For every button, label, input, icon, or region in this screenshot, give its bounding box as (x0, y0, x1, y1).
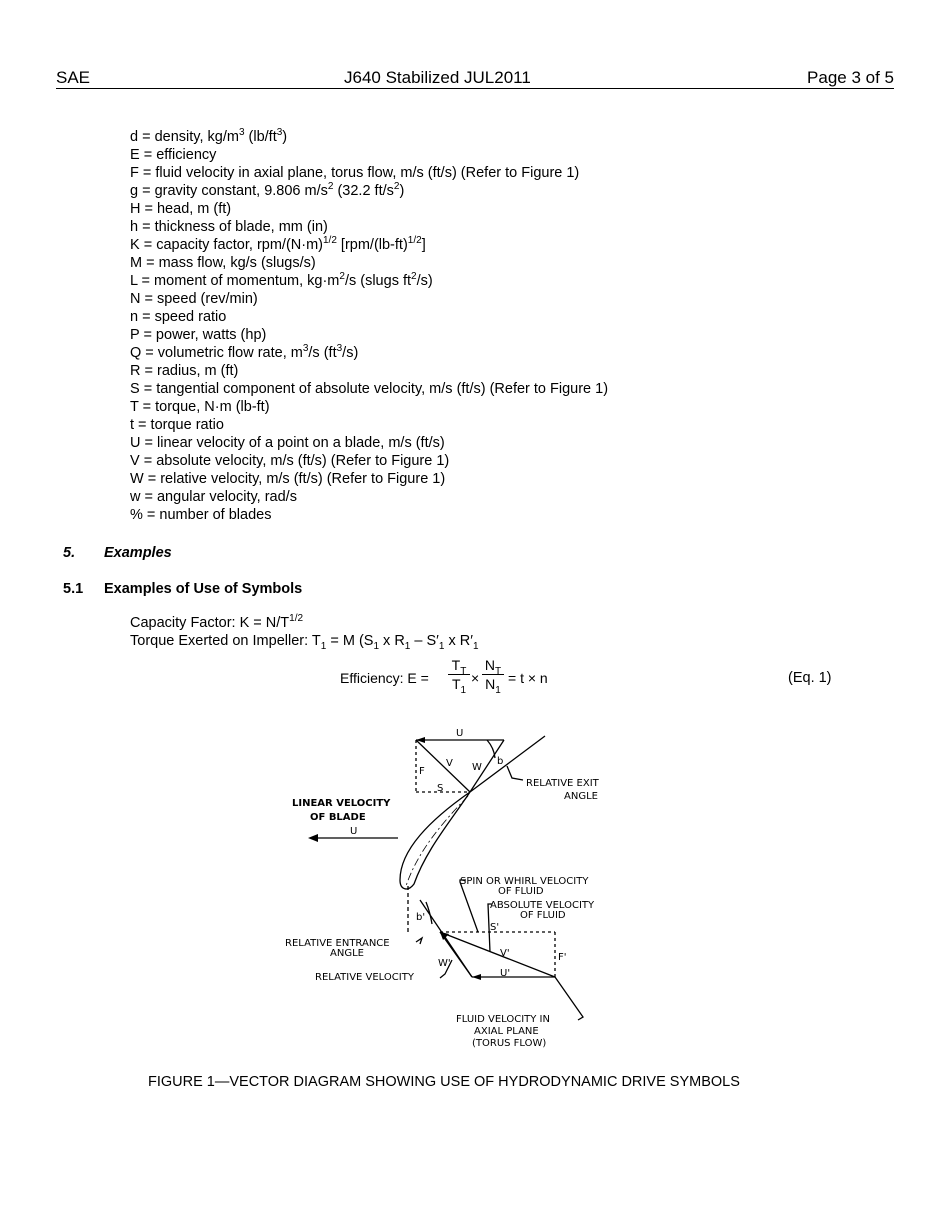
label-relative-exit-1: RELATIVE EXIT (526, 778, 599, 789)
equation-number: (Eq. 1) (788, 670, 832, 686)
label-b-prime: b' (416, 912, 426, 923)
torque-ratio-fraction: $T_T$ $T_1$ (448, 656, 470, 693)
figure-caption: FIGURE 1—VECTOR DIAGRAM SHOWING USE OF HYDRODYNAMIC DRIVE SYMBOLS (148, 1074, 740, 1090)
section-number: 5.1 (63, 581, 84, 597)
label-u-prime: U' (500, 968, 511, 979)
page-header (56, 68, 894, 89)
label-u-left: U (350, 826, 358, 837)
exit-angle-leader (507, 766, 523, 780)
label-fluid-velocity-1: FLUID VELOCITY IN (456, 1014, 550, 1025)
definition-line: h = thickness of blade, mm (in) (130, 219, 328, 235)
vector-diagram-figure (280, 720, 640, 1060)
linear-velocity-arrowhead (308, 834, 318, 842)
definition-line: Q = volumetric flow rate, $m^3/s$ $(ft^3/s)$ (130, 343, 359, 361)
times-sign: × (471, 670, 480, 686)
label-absolute-1: ABSOLUTE VELOCITY (490, 900, 595, 911)
header-doc-id: J640 Stabilized JUL2011 (344, 68, 531, 87)
label-relative-entrance-2: ANGLE (330, 948, 364, 959)
definition-line: U = linear velocity of a point on a blade, m/s (ft/s) (130, 435, 445, 451)
label-relative-velocity: RELATIVE VELOCITY (315, 972, 414, 983)
label-relative-entrance-1: RELATIVE ENTRANCE (285, 938, 390, 949)
definition-line: L = moment of momentum, $kg\cdot m^2/s$ (slugs $ft^2/s$) (130, 271, 433, 289)
capacity-factor-equation: Capacity Factor: $K = N/T^{1/2}$ (130, 613, 304, 631)
definition-line: N = speed (rev/min) (130, 291, 258, 307)
label-w-prime: W' (438, 958, 451, 969)
label-absolute-2: OF FLUID (520, 910, 566, 921)
definition-line: R = radius, m (ft) (130, 363, 239, 379)
vector-diagram-svg (280, 720, 640, 1060)
definition-line: W = relative velocity, m/s (ft/s) (Refer to Figure 1) (130, 471, 446, 487)
definition-line: S = tangential component of absolute velocity, m/s (ft/s) (Refer to Figure 1) (130, 381, 609, 397)
u-prime-arrowhead (472, 974, 481, 980)
definition-line: P = power, watts (hp) (130, 327, 267, 343)
torque-equation: Torque Exerted on Impeller: $T_1 = M$ ($S_1$ x $R_1 - S'_1$ x $R'_1$ (130, 633, 479, 652)
definition-line: w = angular velocity, rad/s (130, 489, 297, 505)
definition-line: n = speed ratio (130, 309, 227, 325)
label-u-top: U (456, 728, 464, 739)
label-fluid-velocity-2: AXIAL PLANE (474, 1026, 539, 1037)
label-b: b (497, 756, 504, 767)
label-relative-exit-2: ANGLE (564, 791, 598, 802)
section-title: Examples of Use of Symbols (104, 581, 303, 597)
definition-line: t = torque ratio (130, 417, 224, 433)
speed-ratio-fraction: $N_T$ $N_1$ (482, 656, 504, 693)
definition-line: g = gravity constant, 9.806 $m/s^2$ (32.2 $ft/s^2$) (130, 181, 405, 199)
spin-leader (460, 880, 478, 932)
label-s-prime: S' (490, 922, 500, 933)
definition-line: % = number of blades (130, 507, 272, 523)
definition-line: d = density, $kg/m^3$ $(lb/ft^3)$ (130, 127, 288, 145)
label-w: W (472, 762, 482, 773)
entrance-angle-leader (416, 938, 422, 944)
symbol-definitions-list (130, 128, 608, 524)
efficiency-result: = t × n (508, 670, 548, 686)
definition-line: T = torque, N·m (lb-ft) (130, 399, 270, 415)
definition-line: M = mass flow, kg/s (slugs/s) (130, 255, 316, 271)
label-v: V (446, 758, 453, 769)
header-org: SAE (56, 68, 91, 87)
header-page-number: Page 3 of 5 (807, 68, 894, 87)
efficiency-label: Efficiency: E = (340, 670, 429, 686)
label-v-prime: V' (500, 948, 510, 959)
definition-line: H = head, m (ft) (130, 201, 232, 217)
label-linear-velocity-1: LINEAR VELOCITY (292, 798, 391, 809)
definition-line: V = absolute velocity, m/s (ft/s) (Refer to Figure 1) (130, 453, 450, 469)
label-s: S (437, 783, 444, 794)
label-f: F (419, 766, 425, 777)
section-number: 5. (63, 545, 76, 561)
label-spin-2: OF FLUID (498, 886, 544, 897)
label-fluid-velocity-3: (TORUS FLOW) (472, 1038, 547, 1049)
label-linear-velocity-2: OF BLADE (310, 812, 366, 823)
definition-line: F = fluid velocity in axial plane, torus flow, m/s (ft/s) (Refer to Figure 1) (130, 165, 580, 181)
label-spin-1: SPIN OR WHIRL VELOCITY (460, 876, 589, 887)
definition-line: E = efficiency (130, 147, 217, 163)
definition-line: K = capacity factor, rpm/$(N\cdot m)^{1/2}$ $[rpm/(lb-ft)^{1/2}]$ (130, 235, 426, 253)
fluid-velocity-leader (555, 977, 583, 1020)
label-f-prime: F' (558, 952, 567, 963)
section-title: Examples (104, 545, 172, 561)
